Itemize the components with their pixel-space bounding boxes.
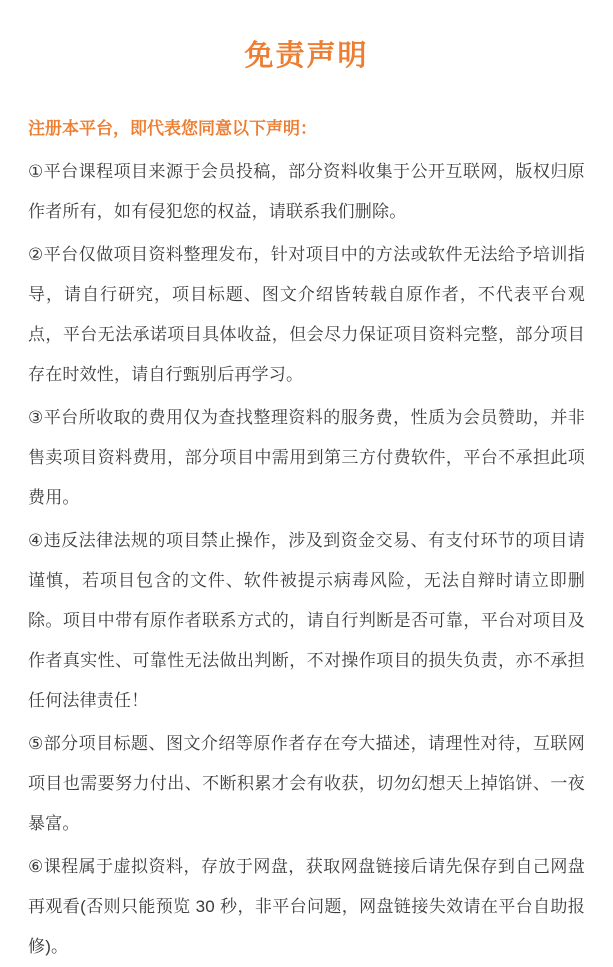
disclaimer-paragraph-5: ⑤部分项目标题、图文介绍等原作者存在夸大描述，请理性对待，互联网项目也需要努力付出、不断积累才会有收获，切勿幻想天上掉馅饼、一夜暴富。: [28, 734, 585, 833]
page-title: 免责声明: [244, 40, 369, 72]
disclaimer-paragraph-4: ④违反法律法规的项目禁止操作，涉及到资金交易、有支付环节的项目请谨慎，若项目包含的文件、软件被提示病毒风险，无法自辩时请立即删除。项目中带有原作者联系方式的，请自行判断是否可靠，平台对项目及作者真实性、可靠性无法做出判断，不对操作项目的损失负责，亦不承担任何法律责任！: [28, 531, 585, 710]
disclaimer-paragraph-6: ⑥课程属于虚拟资料，存放于网盘，获取网盘链接后请先保存到自己网盘再观看(否则只能预览 30 秒，非平台问题，网盘链接失效请在平台自助报修)。: [28, 857, 585, 956]
disclaimer-lead: 注册本平台，即代表您同意以下声明：: [28, 119, 317, 138]
disclaimer-paragraph-2: ②平台仅做项目资料整理发布，针对项目中的方法或软件无法给予培训指导，请自行研究，项目标题、图文介绍皆转载自原作者，不代表平台观点，平台无法承诺项目具体收益，但会尽力保证项目资料完整，部分项目存在时效性，请自行甄别后再学习。: [28, 245, 585, 384]
disclaimer-paragraph-3: ③平台所收取的费用仅为查找整理资料的服务费，性质为会员赞助，并非售卖项目资料费用，部分项目中需用到第三方付费软件，平台不承担此项费用。: [28, 408, 585, 507]
disclaimer-paragraph-1: ①平台课程项目来源于会员投稿，部分资料收集于公开互联网，版权归原作者所有，如有侵犯您的权益，请联系我们删除。: [28, 162, 585, 221]
disclaimer-body: [28, 152, 585, 967]
